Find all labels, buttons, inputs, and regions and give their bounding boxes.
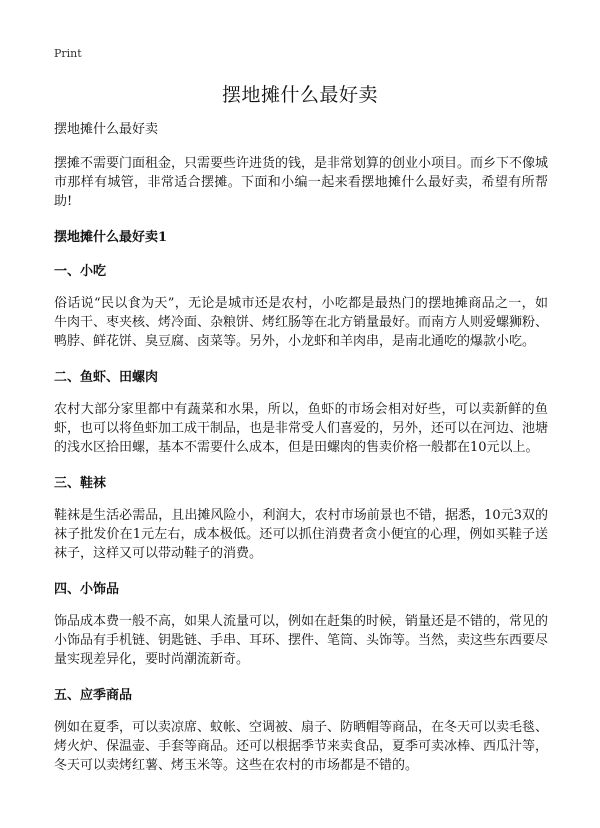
section-heading-snacks: 一、小吃 [54, 264, 107, 279]
section-title: 摆地摊什么最好卖1 [54, 230, 168, 245]
intro-paragraph: 摆摊不需要门面租金，只需要些许进货的钱，是非常划算的创业小项目。而乡下不像城市那样有城管，非常适合摆摊。下面和小编一起来看摆地摊什么最好卖，希望有所帮助! [54, 156, 549, 209]
section-body-seasonal: 例如在夏季，可以卖凉席、蚊帐、空调被、扇子、防晒帽等商品，在冬天可以卖毛毯、烤火炉、保温壶、手套等商品。还可以根据季节来卖食品，夏季可卖冰棒、西瓜汁等，冬天可以卖烤红薯、烤玉米等。这些在农村的市场都是不错的。 [54, 720, 549, 773]
section-heading-shoes-socks: 三、鞋袜 [54, 476, 107, 491]
section-heading-seasonal: 五、应季商品 [54, 688, 133, 703]
print-link[interactable]: Print [54, 47, 82, 60]
section-body-snacks: 俗话说“民以食为天”，无论是城市还是农村，小吃都是最热门的摆地摊商品之一，如牛肉干、枣夹核、烤冷面、杂粮饼、烤红肠等在北方销量最好。而南方人则爱螺狮粉、鸭脖、鲜花饼、臭豆腐、卤菜等。另外，小龙虾和羊肉串，是南北通吃的爆款小吃。 [54, 296, 549, 349]
page-title: 摆地摊什么最好卖 [221, 84, 378, 106]
document-subtitle: 摆地摊什么最好卖 [54, 122, 159, 137]
section-body-accessories: 饰品成本费一般不高，如果人流量可以，例如在赶集的时候，销量还是不错的，常见的小饰品有手机链、钥匙链、手串、耳环、摆件、笔筒、头饰等。当然，卖这些东西要尽量实现差异化，要时尚潮流新奇。 [54, 614, 549, 667]
section-heading-accessories: 四、小饰品 [54, 582, 120, 597]
section-heading-seafood: 二、鱼虾、田螺肉 [54, 370, 159, 385]
section-body-shoes-socks: 鞋袜是生活必需品，且出摊风险小，利润大，农村市场前景也不错，据悉，10元3双的袜子批发价在1元左右，成本极低。还可以抓住消费者贪小便宜的心理，例如买鞋子送袜子，这样又可以带动鞋子的消费。 [54, 508, 548, 561]
section-body-seafood: 农村大部分家里都中有蔬菜和水果，所以，鱼虾的市场会相对好些，可以卖新鲜的鱼虾，也可以将鱼虾加工成干制品，也是非常受人们喜爱的，另外，还可以在河边、池塘的浅水区拾田螺，基本不需要什么成本，但是田螺肉的售卖价格一般都在10元以上。 [54, 402, 549, 455]
document-body [54, 121, 548, 775]
